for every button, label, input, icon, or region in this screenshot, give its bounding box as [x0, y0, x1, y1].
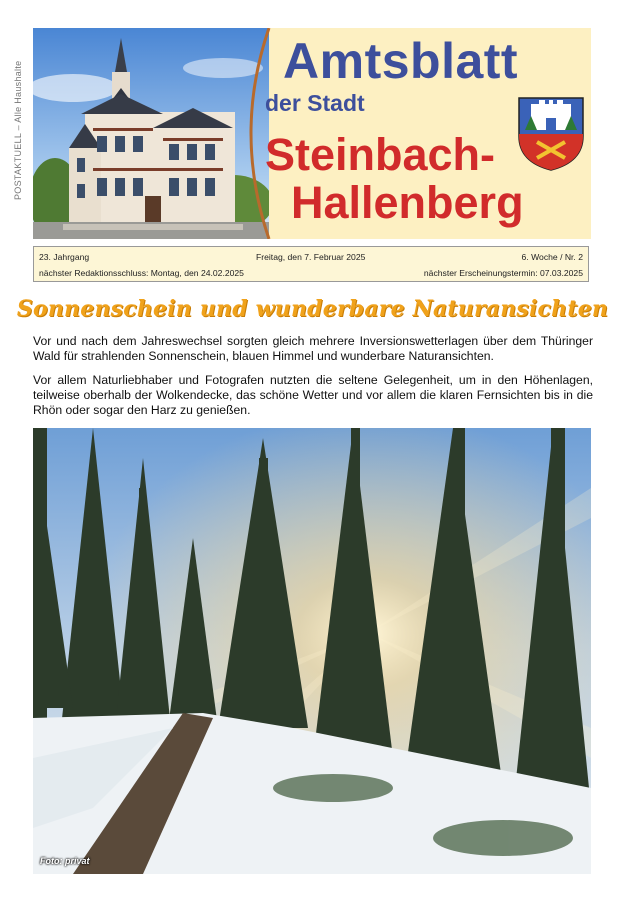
issue-info-box: [33, 246, 589, 282]
town-hall-photo: [33, 28, 269, 239]
forest-photo: [33, 428, 591, 874]
photo-credit: Foto: privat: [40, 856, 90, 866]
masthead-title: Amtsblatt: [283, 33, 519, 89]
issue-date: Freitag, den 7. Februar 2025: [256, 252, 366, 262]
next-issue-date: nächster Erscheinungstermin: 07.03.2025: [423, 268, 583, 278]
masthead-subtitle: der Stadt: [265, 90, 365, 116]
article-paragraph-1: Vor und nach dem Jahreswechsel sorgten gleich mehrere Inversionswetterlagen über dem Thüringer Wald für strahlenden Sonnenschein, blauen Himmel und wunderbare Naturansichten.: [33, 334, 593, 363]
distribution-note: POSTAKTUELL – Alle Haushalte: [13, 60, 23, 200]
article-paragraph-2: Vor allem Naturliebhaber und Fotografen nutzten die seltene Gelegenheit, um in den Höhenlagen, teilweise oberhalb der Wolkendecke, das schöne Wetter und vor allem die klaren Fernsichten bis in die Rhön oder sogar den Harz zu genießen.: [33, 373, 593, 417]
coat-of-arms-icon: [517, 96, 585, 172]
masthead: [33, 28, 591, 239]
city-name-line2: Hallenberg: [291, 177, 524, 228]
city-name-line1: Steinbach-: [265, 129, 496, 180]
week-number: 6. Woche / Nr. 2: [521, 252, 583, 262]
editorial-deadline: nächster Redaktionsschluss: Montag, den 24.02.2025: [39, 268, 244, 278]
article-headline: Sonnenschein und wunderbare Naturansichten: [16, 296, 609, 322]
volume: 23. Jahrgang: [39, 252, 90, 262]
